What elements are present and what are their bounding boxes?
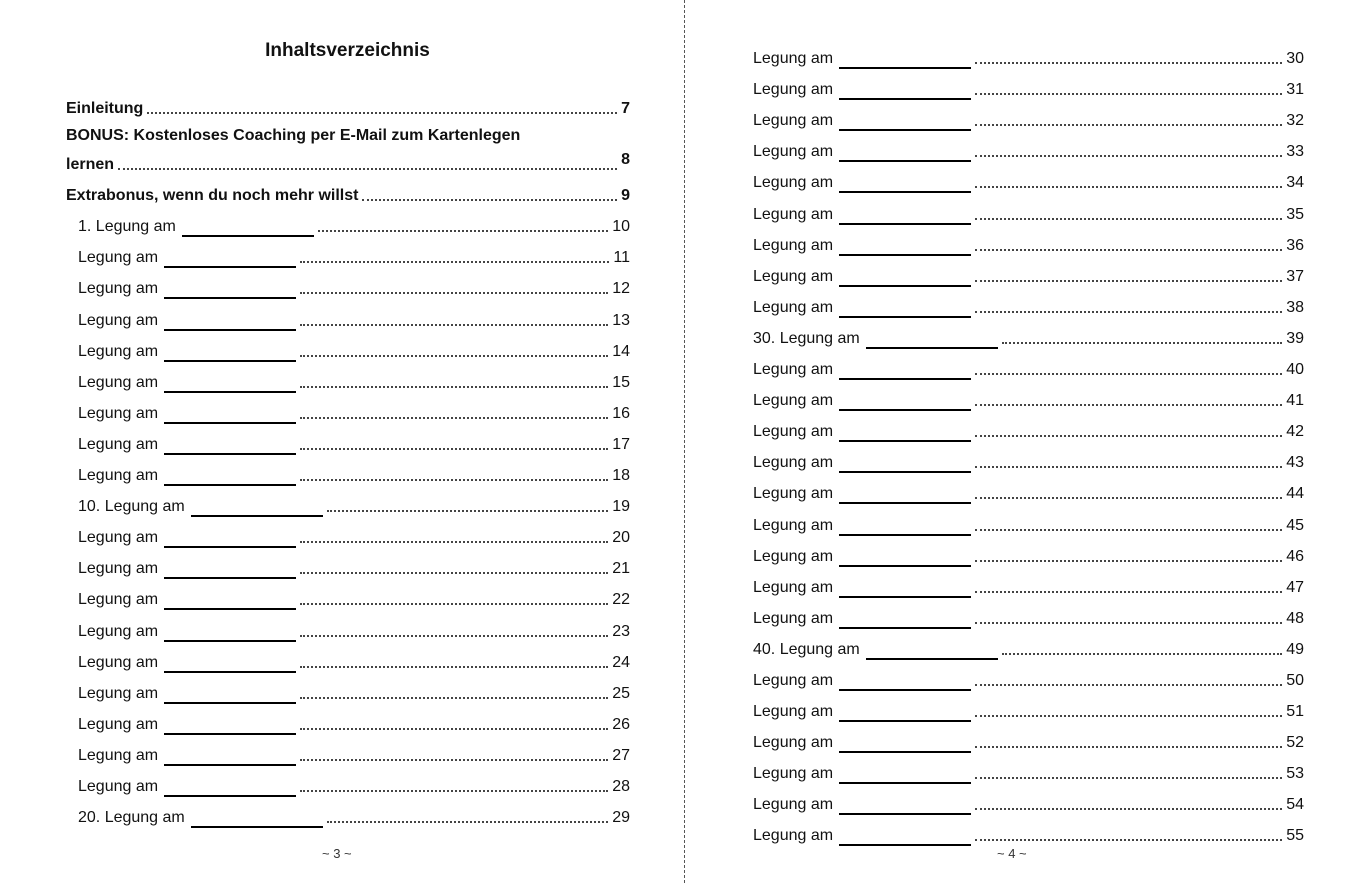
dot-leader (327, 821, 608, 823)
date-blank-line (839, 706, 971, 722)
toc-entry-label: Legung am (753, 174, 834, 192)
toc-entry-page: 31 (1286, 81, 1304, 99)
toc-entry-label: Legung am (78, 373, 159, 391)
date-blank-line (839, 551, 971, 567)
toc-entry[interactable] (753, 442, 1304, 473)
toc-entry-label: Legung am (753, 205, 834, 223)
toc-entry-page: 20 (612, 529, 630, 547)
toc-entry-page: 55 (1286, 827, 1304, 845)
toc-entry[interactable] (66, 579, 630, 610)
toc-entry[interactable] (753, 318, 1304, 349)
dot-leader (300, 759, 608, 761)
toc-entry-label: BONUS: Kostenloses Coaching per E-Mail zum Kartenlegen (66, 127, 521, 145)
toc-list-left (66, 88, 630, 828)
date-blank-line (839, 830, 971, 846)
dot-leader (300, 324, 608, 326)
dot-leader (300, 479, 608, 481)
toc-entry-page: 18 (612, 467, 630, 485)
date-blank-line (839, 209, 971, 225)
toc-entry-label: Legung am (753, 703, 834, 721)
toc-entry-page: 26 (612, 715, 630, 733)
toc-entry-label: Legung am (753, 671, 834, 689)
date-blank-line (191, 501, 323, 517)
toc-entry[interactable] (66, 455, 630, 486)
toc-entry-page: 50 (1286, 671, 1304, 689)
toc-entry[interactable] (753, 349, 1304, 380)
toc-entry-intro[interactable] (66, 88, 630, 119)
dot-leader (975, 777, 1282, 779)
toc-entry-page: 23 (612, 622, 630, 640)
toc-entry-page: 16 (612, 404, 630, 422)
toc-entry[interactable] (753, 380, 1304, 411)
dot-leader (975, 622, 1282, 624)
toc-entry[interactable] (753, 753, 1304, 784)
toc-entry-label: Legung am (78, 342, 159, 360)
toc-entry[interactable] (753, 536, 1304, 567)
date-blank-line (839, 737, 971, 753)
dot-leader (300, 790, 608, 792)
toc-entry[interactable] (66, 797, 630, 828)
toc-entry-extrabonus[interactable] (66, 175, 630, 206)
dot-leader (147, 112, 617, 114)
dot-leader (975, 715, 1282, 717)
toc-entry-page: 53 (1286, 765, 1304, 783)
toc-entry[interactable] (66, 362, 630, 393)
toc-entry-label: Legung am (753, 392, 834, 410)
toc-entry[interactable] (753, 411, 1304, 442)
toc-entry-label: Legung am (753, 734, 834, 752)
date-blank-line (164, 470, 296, 486)
date-blank-line (839, 53, 971, 69)
date-blank-line (164, 563, 296, 579)
toc-entry[interactable] (66, 517, 630, 548)
toc-entry-label: Legung am (78, 746, 159, 764)
toc-entry-page: 10 (612, 218, 630, 236)
right-page (686, 0, 1371, 883)
toc-entry-label: Legung am (753, 267, 834, 285)
date-blank-line (164, 719, 296, 735)
toc-entry-page: 17 (612, 435, 630, 453)
toc-entry[interactable] (753, 504, 1304, 535)
toc-entry-page: 36 (1286, 236, 1304, 254)
toc-entry-label: Legung am (753, 827, 834, 845)
dot-leader (975, 684, 1282, 686)
date-blank-line (839, 271, 971, 287)
toc-entry-label: Legung am (78, 777, 159, 795)
toc-entry-label: 30. Legung am (753, 329, 860, 347)
toc-entry[interactable] (66, 424, 630, 455)
toc-title: Inhaltsverzeichnis (265, 40, 430, 61)
toc-entry-label: Legung am (78, 560, 159, 578)
toc-entry-page: 46 (1286, 547, 1304, 565)
date-blank-line (164, 781, 296, 797)
toc-entry-page: 34 (1286, 174, 1304, 192)
toc-entry-label: Legung am (753, 578, 834, 596)
toc-entry-label: Legung am (753, 516, 834, 534)
dot-leader (975, 839, 1282, 841)
dot-leader (975, 529, 1282, 531)
toc-entry-page: 48 (1286, 609, 1304, 627)
toc-entry[interactable] (753, 660, 1304, 691)
date-blank-line (839, 675, 971, 691)
toc-entry-page: 44 (1286, 485, 1304, 503)
toc-entry-page: 29 (612, 809, 630, 827)
date-blank-line (839, 488, 971, 504)
date-blank-line (839, 177, 971, 193)
date-blank-line (191, 812, 323, 828)
toc-entry[interactable] (66, 299, 630, 330)
dot-leader (1002, 342, 1282, 344)
toc-entry-page: 25 (612, 684, 630, 702)
toc-entry-page: 37 (1286, 267, 1304, 285)
toc-entry-label: Legung am (753, 796, 834, 814)
dot-leader (300, 666, 608, 668)
toc-entry-label: Legung am (78, 591, 159, 609)
dot-leader (300, 417, 608, 419)
toc-entry-label: Legung am (78, 715, 159, 733)
toc-entry[interactable] (66, 268, 630, 299)
date-blank-line (839, 302, 971, 318)
dot-leader (975, 466, 1282, 468)
dot-leader (300, 728, 608, 730)
toc-list-right (753, 38, 1304, 846)
toc-entry[interactable] (66, 610, 630, 641)
dot-leader (362, 199, 617, 201)
toc-entry-label: Legung am (753, 765, 834, 783)
toc-entry-page: 51 (1286, 703, 1304, 721)
toc-entry-page: 39 (1286, 329, 1304, 347)
toc-entry-label: Legung am (753, 298, 834, 316)
toc-entry[interactable] (753, 691, 1304, 722)
date-blank-line (839, 395, 971, 411)
date-blank-line (839, 115, 971, 131)
toc-entry-label: Legung am (78, 404, 159, 422)
toc-entry[interactable] (753, 100, 1304, 131)
toc-entry-label: Legung am (753, 81, 834, 99)
toc-entry-page: 42 (1286, 423, 1304, 441)
date-blank-line (164, 408, 296, 424)
toc-entry-label-cont: lernen (66, 156, 115, 174)
toc-entry-page: 47 (1286, 578, 1304, 596)
dot-leader (118, 168, 617, 170)
toc-entry-label: Legung am (78, 684, 159, 702)
toc-entry-label: 40. Legung am (753, 640, 860, 658)
date-blank-line (839, 613, 971, 629)
dot-leader (975, 404, 1282, 406)
toc-entry[interactable] (753, 567, 1304, 598)
dot-leader (300, 448, 608, 450)
date-blank-line (839, 146, 971, 162)
toc-entry-page: 45 (1286, 516, 1304, 534)
dot-leader (975, 311, 1282, 313)
dot-leader (975, 218, 1282, 220)
date-blank-line (164, 532, 296, 548)
date-blank-line (839, 426, 971, 442)
toc-entry-label: Legung am (753, 236, 834, 254)
toc-entry-page: 54 (1286, 796, 1304, 814)
toc-entry[interactable] (66, 331, 630, 362)
dot-leader (300, 292, 608, 294)
date-blank-line (164, 252, 296, 268)
toc-entry[interactable] (753, 162, 1304, 193)
toc-entry-page: 19 (612, 498, 630, 516)
toc-entry-label: Legung am (753, 143, 834, 161)
toc-entry-label: Legung am (78, 311, 159, 329)
date-blank-line (164, 346, 296, 362)
dot-leader (300, 697, 608, 699)
toc-entry-page: 30 (1286, 50, 1304, 68)
toc-entry-page: 43 (1286, 454, 1304, 472)
toc-entry-page: 24 (612, 653, 630, 671)
toc-entry[interactable] (66, 735, 630, 766)
dot-leader (975, 62, 1282, 64)
date-blank-line (164, 439, 296, 455)
toc-entry-page: 49 (1286, 640, 1304, 658)
page-number-footer: ~ 4 ~ (997, 846, 1027, 861)
toc-entry-label: Einleitung (66, 100, 144, 118)
toc-entry-page: 12 (612, 280, 630, 298)
dot-leader (975, 497, 1282, 499)
date-blank-line (164, 315, 296, 331)
date-blank-line (164, 594, 296, 610)
toc-entry-label: Legung am (78, 467, 159, 485)
dot-leader (300, 603, 608, 605)
toc-entry-page: 14 (612, 342, 630, 360)
toc-entry[interactable] (753, 193, 1304, 224)
dot-leader (975, 93, 1282, 95)
toc-entry-label: 1. Legung am (78, 218, 176, 236)
toc-entry-label: Legung am (753, 50, 834, 68)
toc-entry-label: Legung am (78, 653, 159, 671)
toc-entry[interactable] (753, 629, 1304, 660)
toc-entry[interactable] (66, 237, 630, 268)
toc-entry-page: 27 (612, 746, 630, 764)
dot-leader (975, 808, 1282, 810)
date-blank-line (164, 377, 296, 393)
date-blank-line (182, 221, 314, 237)
toc-entry-label: Legung am (753, 112, 834, 130)
toc-entry-page: 21 (612, 560, 630, 578)
date-blank-line (839, 799, 971, 815)
toc-entry-page: 7 (621, 100, 630, 118)
toc-entry-label: Legung am (78, 529, 159, 547)
dot-leader (975, 155, 1282, 157)
dot-leader (975, 280, 1282, 282)
toc-entry[interactable] (66, 206, 630, 237)
toc-entry-label: Legung am (753, 609, 834, 627)
page-divider (684, 0, 685, 883)
toc-entry-page: 22 (612, 591, 630, 609)
dot-leader (300, 386, 608, 388)
toc-entry-page: 32 (1286, 112, 1304, 130)
date-blank-line (164, 657, 296, 673)
toc-entry-label: Legung am (753, 423, 834, 441)
dot-leader (300, 261, 609, 263)
toc-entry-label: Legung am (78, 249, 159, 267)
date-blank-line (164, 750, 296, 766)
toc-entry-label: Legung am (753, 485, 834, 503)
toc-entry-page: 38 (1286, 298, 1304, 316)
date-blank-line (839, 768, 971, 784)
toc-entry[interactable] (66, 486, 630, 517)
toc-entry[interactable] (66, 393, 630, 424)
toc-entry-page: 15 (612, 373, 630, 391)
dot-leader (975, 186, 1282, 188)
toc-entry[interactable] (753, 287, 1304, 318)
toc-entry-page: 9 (621, 187, 630, 205)
toc-entry[interactable] (753, 131, 1304, 162)
toc-entry-page: 41 (1286, 392, 1304, 410)
toc-entry-label: Legung am (78, 280, 159, 298)
toc-entry[interactable] (753, 256, 1304, 287)
dot-leader (975, 591, 1282, 593)
dot-leader (318, 230, 608, 232)
date-blank-line (866, 333, 998, 349)
dot-leader (975, 373, 1282, 375)
date-blank-line (839, 84, 971, 100)
toc-entry-page: 52 (1286, 734, 1304, 752)
toc-entry-label: 10. Legung am (78, 498, 185, 516)
date-blank-line (164, 283, 296, 299)
toc-entry[interactable] (753, 473, 1304, 504)
date-blank-line (866, 644, 998, 660)
date-blank-line (839, 364, 971, 380)
toc-entry[interactable] (66, 548, 630, 579)
left-page (0, 0, 684, 883)
toc-entry-page: 8 (621, 151, 630, 169)
toc-entry-label: Legung am (753, 361, 834, 379)
toc-entry[interactable] (66, 673, 630, 704)
toc-entry[interactable] (753, 69, 1304, 100)
toc-entry-page: 40 (1286, 361, 1304, 379)
toc-entry-page: 28 (612, 777, 630, 795)
toc-entry-page: 11 (613, 249, 630, 267)
toc-entry-page: 13 (612, 311, 630, 329)
dot-leader (300, 572, 608, 574)
toc-entry[interactable] (66, 704, 630, 735)
dot-leader (300, 635, 608, 637)
dot-leader (975, 435, 1282, 437)
date-blank-line (839, 240, 971, 256)
toc-entry-label: Legung am (78, 622, 159, 640)
toc-entry-page: 33 (1286, 143, 1304, 161)
toc-entry-page: 35 (1286, 205, 1304, 223)
toc-entry-label: Legung am (753, 547, 834, 565)
date-blank-line (839, 520, 971, 536)
toc-entry[interactable] (753, 598, 1304, 629)
dot-leader (975, 124, 1282, 126)
toc-entry-label: Legung am (753, 454, 834, 472)
toc-entry[interactable] (753, 38, 1304, 69)
date-blank-line (164, 626, 296, 642)
toc-entry[interactable] (753, 225, 1304, 256)
date-blank-line (839, 582, 971, 598)
page-number-footer: ~ 3 ~ (322, 846, 352, 861)
dot-leader (1002, 653, 1282, 655)
date-blank-line (164, 688, 296, 704)
toc-entry[interactable] (753, 815, 1304, 846)
toc-entry-label: 20. Legung am (78, 809, 185, 827)
dot-leader (975, 249, 1282, 251)
dot-leader (975, 560, 1282, 562)
dot-leader (300, 541, 608, 543)
dot-leader (300, 355, 608, 357)
toc-entry[interactable] (66, 766, 630, 797)
toc-entry[interactable] (753, 784, 1304, 815)
toc-entry-label: Legung am (78, 435, 159, 453)
dot-leader (327, 510, 608, 512)
dot-leader (975, 746, 1282, 748)
date-blank-line (839, 457, 971, 473)
toc-entry-bonus[interactable] (66, 119, 630, 175)
toc-entry[interactable] (753, 722, 1304, 753)
toc-entry[interactable] (66, 642, 630, 673)
toc-entry-label: Extrabonus, wenn du noch mehr willst (66, 187, 359, 205)
